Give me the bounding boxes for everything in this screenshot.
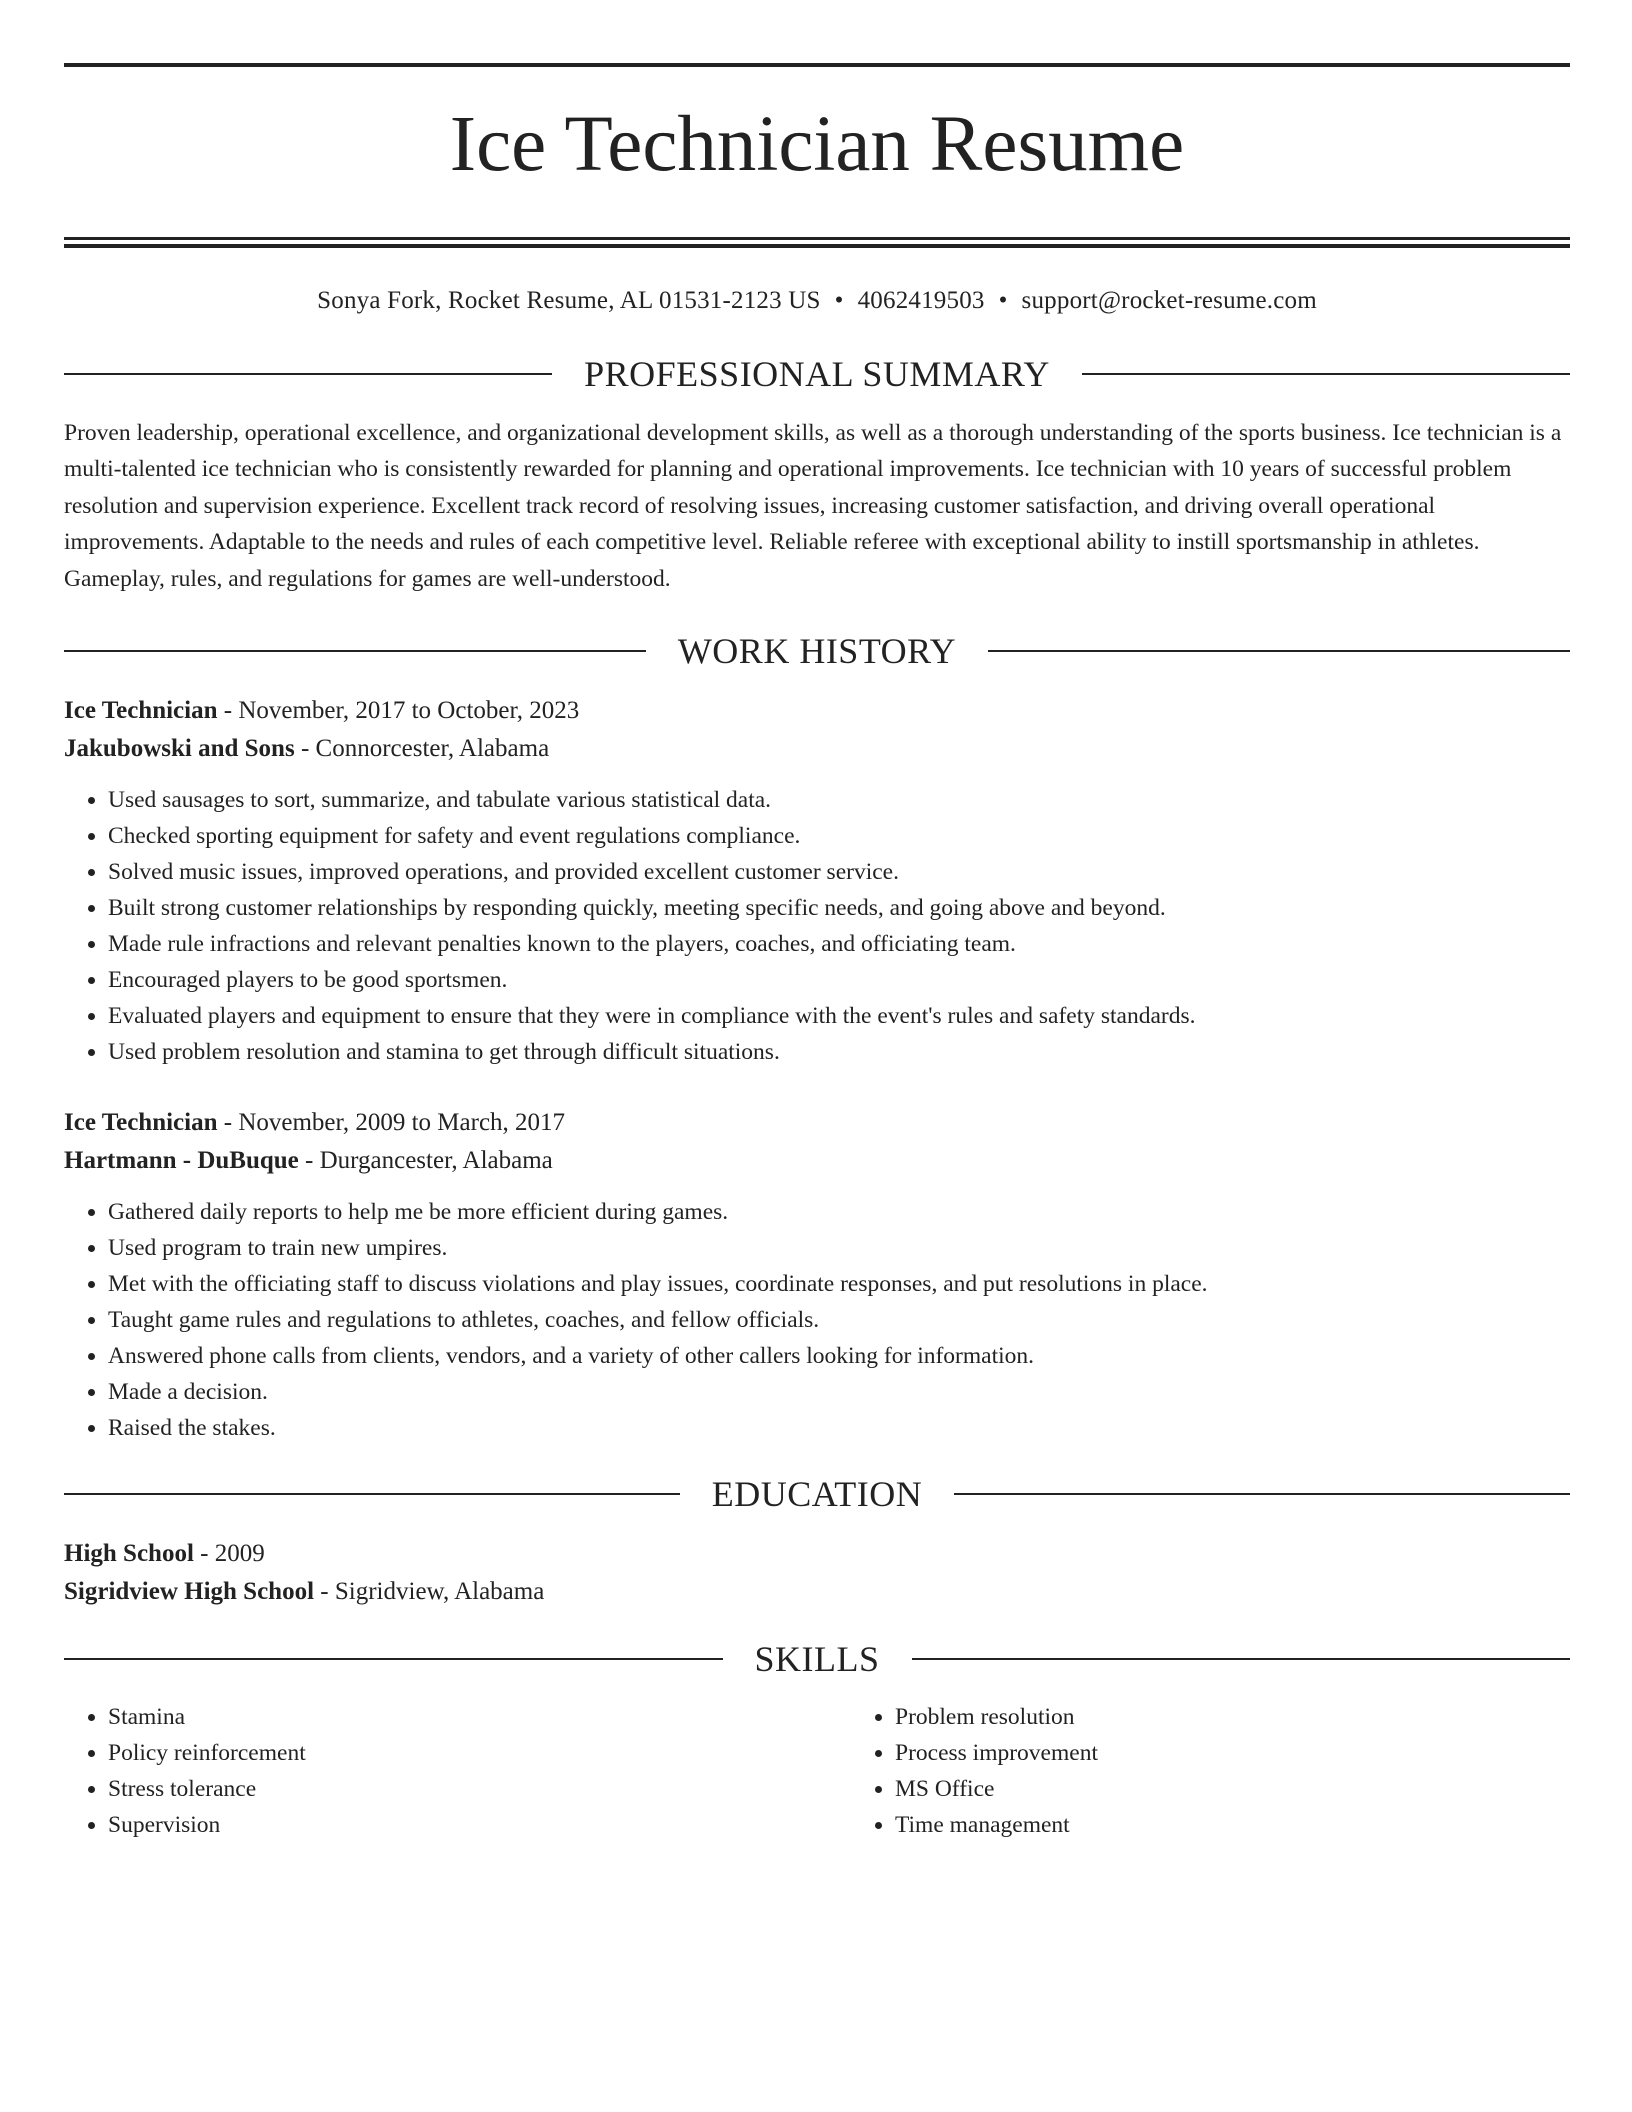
job-entry: [64, 692, 1570, 1070]
section-heading-skills: [64, 1639, 1570, 1679]
section-heading-summary: [64, 354, 1570, 394]
job-title-line: [64, 692, 1570, 730]
heading-rule-right: [988, 650, 1570, 652]
title-double-rule: [64, 237, 1570, 248]
duty-item: • Encouraged players to be good sportsmen.: [108, 962, 1570, 998]
education-school: Sigridview High School: [64, 1578, 315, 1606]
job-location: - Durgancester, Alabama: [298, 1147, 553, 1175]
skill-item: • Stamina: [108, 1699, 851, 1735]
heading-rule-left: [64, 1658, 723, 1660]
job-duties: [64, 1194, 1570, 1446]
duty-item: • Answered phone calls from clients, vendors, and a variety of other callers looking for information.: [108, 1338, 1570, 1374]
professional-summary: Proven leadership, operational excellence, and organizational development skills, as well as a thorough understanding of the sports business. Ice technician is a multi-talented ice technician who is consistently rewarded for planning and operational improvements. Ice technician with 10 years of successful problem resolution and supervision experience. Excellent track record of resolving issues, increasing customer satisfaction, and driving overall operational improvements. Adaptable to the needs and rules of each competitive level. Reliable referee with exceptional ability to instill sportsmanship in athletes. Gameplay, rules, and regulations for games are well-understood.: [64, 419, 1562, 592]
skill-item: • Time management: [895, 1807, 1570, 1843]
education-school-line: [64, 1573, 1570, 1611]
skill-item: • MS Office: [895, 1771, 1570, 1807]
resume-title: Ice Technician Resume: [449, 101, 1185, 188]
duty-item: • Built strong customer relationships by responding quickly, meeting specific needs, and going above and beyond.: [108, 890, 1570, 926]
duty-item: • Used sausages to sort, summarize, and tabulate various statistical data.: [108, 782, 1570, 818]
skill-item: • Process improvement: [895, 1735, 1570, 1771]
skill-item: • Policy reinforcement: [108, 1735, 851, 1771]
section-title: PROFESSIONAL SUMMARY: [584, 353, 1050, 394]
duty-item: • Used program to train new umpires.: [108, 1230, 1570, 1266]
education-entry: [64, 1535, 1570, 1611]
job-title-line: [64, 1104, 1570, 1142]
contact-separator: •: [998, 286, 1008, 314]
skills-column-right: [851, 1699, 1570, 1843]
contact-email: support@rocket-resume.com: [1021, 286, 1317, 314]
duty-item: • Used problem resolution and stamina to get through difficult situations.: [108, 1034, 1570, 1070]
duty-item: • Taught game rules and regulations to athletes, coaches, and fellow officials.: [108, 1302, 1570, 1338]
job-company: Jakubowski and Sons: [64, 735, 295, 763]
section-heading-work: [64, 631, 1570, 671]
heading-rule-right: [954, 1493, 1570, 1495]
duty-item: • Met with the officiating staff to discuss violations and play issues, coordinate responses, and put resolutions in place.: [108, 1266, 1570, 1302]
skill-item: • Problem resolution: [895, 1699, 1570, 1735]
education-year: - 2009: [193, 1540, 265, 1568]
job-company: Hartmann - DuBuque: [64, 1147, 299, 1175]
education-location: - Sigridview, Alabama: [314, 1578, 545, 1606]
duty-item: • Checked sporting equipment for safety and event regulations compliance.: [108, 818, 1570, 854]
heading-rule-left: [64, 650, 646, 652]
education-degree-line: [64, 1535, 1570, 1573]
duty-item: • Raised the stakes.: [108, 1410, 1570, 1446]
heading-rule-right: [912, 1658, 1571, 1660]
duty-item: • Gathered daily reports to help me be more efficient during games.: [108, 1194, 1570, 1230]
skills-list: [64, 1699, 1570, 1843]
section-title: EDUCATION: [711, 1474, 923, 1515]
section-title: SKILLS: [754, 1639, 880, 1680]
contact-address: Sonya Fork, Rocket Resume, AL 01531-2123 US: [317, 286, 821, 314]
education-degree: High School: [64, 1540, 194, 1568]
section-title: WORK HISTORY: [677, 631, 957, 672]
section-heading-education: [64, 1474, 1570, 1514]
job-title: Ice Technician: [64, 697, 218, 725]
job-duties: [64, 782, 1570, 1070]
job-location: - Connorcester, Alabama: [294, 735, 550, 763]
duty-item: • Solved music issues, improved operations, and provided excellent customer service.: [108, 854, 1570, 890]
job-company-line: [64, 730, 1570, 768]
duty-item: • Made rule infractions and relevant penalties known to the players, coaches, and officiating team.: [108, 926, 1570, 962]
contact-line: [64, 286, 1570, 316]
heading-rule-left: [64, 1493, 680, 1495]
duty-item: • Evaluated players and equipment to ensure that they were in compliance with the event's rules and safety standards.: [108, 998, 1570, 1034]
job-dates: - November, 2009 to March, 2017: [217, 1109, 566, 1137]
job-title: Ice Technician: [64, 1109, 218, 1137]
duty-item: • Made a decision.: [108, 1374, 1570, 1410]
job-company-line: [64, 1142, 1570, 1180]
top-rule: [64, 63, 1570, 67]
contact-phone: 4062419503: [857, 286, 985, 314]
contact-separator: •: [834, 286, 844, 314]
resume-page: [64, 0, 1570, 1843]
heading-rule-left: [64, 373, 552, 375]
job-entry: [64, 1104, 1570, 1446]
skill-item: • Stress tolerance: [108, 1771, 851, 1807]
skill-item: • Supervision: [108, 1807, 851, 1843]
job-dates: - November, 2017 to October, 2023: [217, 697, 580, 725]
skills-column-left: [64, 1699, 851, 1843]
heading-rule-right: [1082, 373, 1570, 375]
